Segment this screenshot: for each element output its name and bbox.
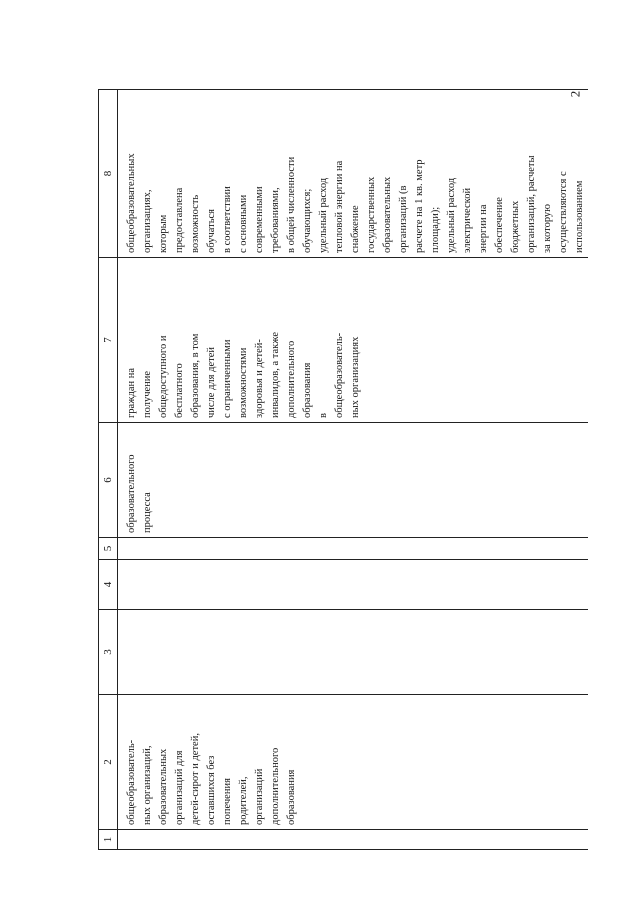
cell-text-line: здоровья и детей- xyxy=(254,339,265,418)
cell-text-line: ных организаций, xyxy=(142,745,153,825)
column-header-1: 1 xyxy=(99,830,118,850)
cell-text-line: получение xyxy=(142,370,153,418)
cell-text-line: родителей, xyxy=(238,776,249,825)
cell-text-line: с ограниченными xyxy=(222,339,233,418)
cell-text-line: расчете на 1 кв. метр xyxy=(414,159,425,253)
cell-text-line: площади); xyxy=(430,206,441,253)
cell-text-line: бюджетных xyxy=(510,200,521,253)
cell-col-6 xyxy=(118,423,589,538)
cell-col-5 xyxy=(118,538,589,560)
page-number: 2 xyxy=(566,90,582,98)
cell-text-line: за которую xyxy=(542,203,553,253)
column-header-3: 3 xyxy=(99,610,118,695)
cell-text-line: в общей численности xyxy=(286,156,297,253)
cell-text-line: организаций, расчеты xyxy=(526,155,537,253)
cell-text-line: возможностями xyxy=(238,347,249,418)
cell-text-line: организаций (в xyxy=(398,185,409,253)
cell-text-line: общеобразователь- xyxy=(126,739,137,825)
cell-text-line: образования xyxy=(302,362,313,418)
cell-text-line: образовательных xyxy=(158,748,169,825)
column-header-5: 5 xyxy=(99,538,118,560)
cell-col-2 xyxy=(118,695,589,830)
cell-text-line: организаций xyxy=(254,768,265,825)
cell-col-7 xyxy=(118,258,589,423)
cell-text-line: государственных xyxy=(366,176,377,253)
cell-text-line: организациях, xyxy=(142,189,153,253)
cell-text-line: дополнительного xyxy=(286,340,297,418)
cell-text-line: предоставлена xyxy=(174,187,185,253)
cell-text-line: снабжение xyxy=(350,205,361,253)
cell-text-line: бесплатного xyxy=(174,363,185,418)
cell-text-line: с основными xyxy=(238,194,249,253)
column-header-2: 2 xyxy=(99,695,118,830)
cell-col-8 xyxy=(118,90,589,258)
column-header-7: 7 xyxy=(99,258,118,423)
cell-text-line: удельный расход xyxy=(318,177,329,253)
cell-text-line: инвалидов, а также xyxy=(270,331,281,418)
cell-text-line: образовательных xyxy=(382,176,393,253)
cell-text-line: возможность xyxy=(190,194,201,253)
cell-col-3 xyxy=(118,610,589,695)
cell-text-line: общедоступного и xyxy=(158,335,169,418)
table-header-row xyxy=(99,90,118,850)
cell-text-line: общеобразовательных xyxy=(126,153,137,253)
column-header-4: 4 xyxy=(99,560,118,610)
rotated-table-container xyxy=(98,90,585,850)
cell-text-line: энергии на xyxy=(478,204,489,253)
column-header-8: 8 xyxy=(99,90,118,258)
cell-text-line: тепловой энергии на xyxy=(334,160,345,253)
cell-text-line: образования, в том xyxy=(190,333,201,418)
cell-text-line: образования xyxy=(286,769,297,825)
column-header-6: 6 xyxy=(99,423,118,538)
cell-text-line: обеспечение xyxy=(494,197,505,253)
cell-text-line: ных организациях xyxy=(350,336,361,418)
cell-text-line: дополнительного xyxy=(270,747,281,825)
cell-text-line: оставшихся без xyxy=(206,755,217,825)
cell-text-line: электрической xyxy=(462,187,473,253)
cell-text-line: требованиями, xyxy=(270,187,281,253)
cell-text-line: в соответствии xyxy=(222,186,233,253)
cell-text-line: общеобразователь- xyxy=(334,332,345,418)
cell-text-line: процесса xyxy=(142,492,153,533)
cell-text-line: которым xyxy=(158,214,169,253)
cell-text-line: детей-сирот и детей, xyxy=(190,733,201,825)
cell-col-4 xyxy=(118,560,589,610)
cell-text-line: осуществляются с xyxy=(558,171,569,253)
cell-text-line: современными xyxy=(254,186,265,253)
document-table xyxy=(98,89,588,850)
cell-text-line: граждан на xyxy=(126,368,137,418)
cell-text-line: обучающихся; xyxy=(302,188,313,253)
cell-text-line: попечения xyxy=(222,778,233,825)
cell-text-line: обучаться xyxy=(206,209,217,253)
cell-text-line: образовательного xyxy=(126,454,137,533)
cell-col-1 xyxy=(118,830,589,850)
cell-text-line: организаций для xyxy=(174,750,185,825)
cell-text-line: удельный расход xyxy=(446,177,457,253)
cell-text-line: в xyxy=(318,413,329,418)
cell-text-line: числе для детей xyxy=(206,347,217,418)
table-row xyxy=(118,90,589,850)
cell-text-line: использованием xyxy=(574,180,585,253)
